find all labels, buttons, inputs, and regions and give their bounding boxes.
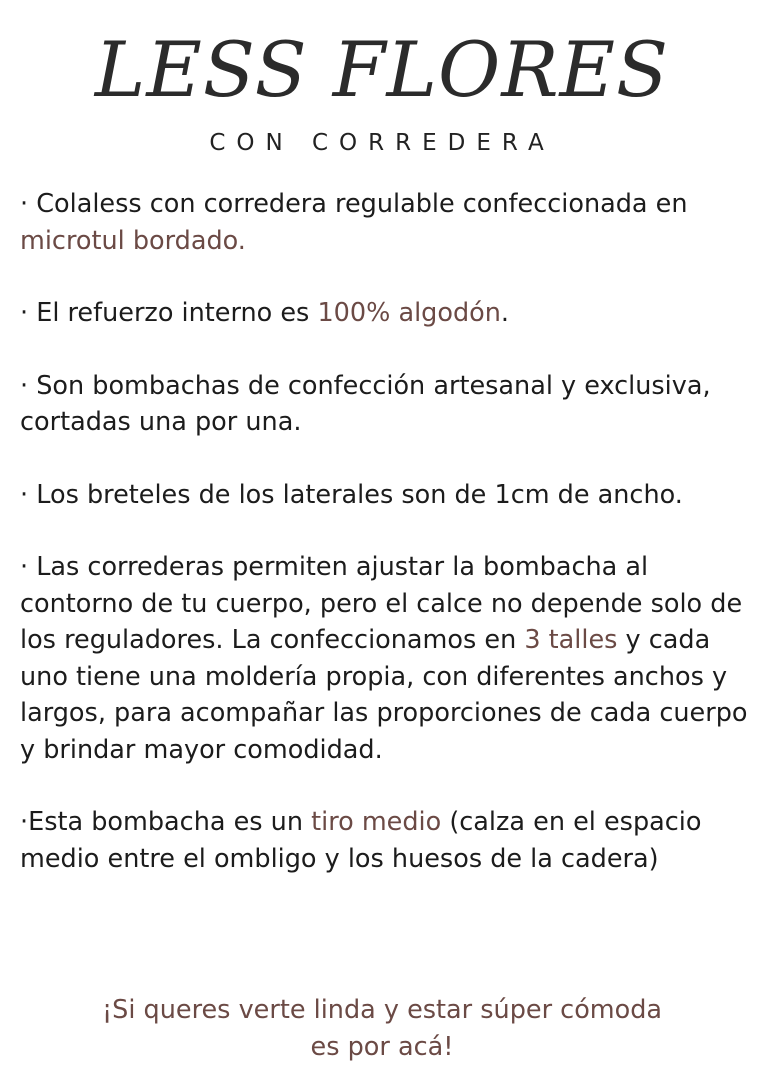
- feature-straps: [20, 477, 755, 514]
- feature-lining: [20, 295, 755, 332]
- feature-text: · Colaless con corredera regulable confeccionada en: [20, 189, 688, 219]
- feature-rise: [20, 804, 755, 877]
- call-to-action: [0, 992, 764, 1066]
- feature-text-after: .: [500, 298, 510, 328]
- spacer: [20, 513, 755, 549]
- feature-handmade: [20, 368, 755, 441]
- feature-highlight: 3 talles: [524, 625, 618, 655]
- cta-line-2: es por acá!: [310, 1032, 454, 1062]
- feature-highlight: tiro medio: [311, 807, 442, 837]
- feature-text-after: y cada uno tiene una moldería propia, con diferentes anchos y largos, para acompañar las proporciones de cada cuerpo y brindar mayor comodidad.: [20, 625, 748, 765]
- feature-highlight: 100% algodón: [317, 298, 501, 328]
- feature-list: [20, 186, 755, 877]
- spacer: [20, 441, 755, 477]
- feature-text: · Los breteles de los laterales son de 1cm de ancho.: [20, 479, 683, 510]
- spacer: [20, 768, 755, 804]
- feature-text: ·Esta bombacha es un: [20, 807, 312, 837]
- feature-text-after: (calza en el espacio medio entre el ombligo y los huesos de la cadera): [20, 807, 702, 874]
- feature-fabric: [20, 186, 755, 259]
- product-title: LESS FLORES: [94, 25, 670, 114]
- feature-text: · Las correderas permiten ajustar la bombacha al contorno de tu cuerpo, pero el calce no depende solo de los reguladores. La confeccionamos en: [20, 552, 743, 655]
- feature-sizes: [20, 549, 755, 768]
- feature-text: · Son bombachas de confección artesanal y exclusiva, cortadas una por una.: [20, 370, 711, 437]
- spacer: [20, 332, 755, 368]
- cta-line-1: ¡Si queres verte linda y estar súper cómoda: [101, 995, 663, 1025]
- spacer: [20, 259, 755, 295]
- feature-highlight: microtul bordado.: [20, 225, 246, 256]
- product-subtitle: CON CORREDERA: [209, 130, 555, 156]
- feature-text: · El refuerzo interno es: [20, 298, 318, 328]
